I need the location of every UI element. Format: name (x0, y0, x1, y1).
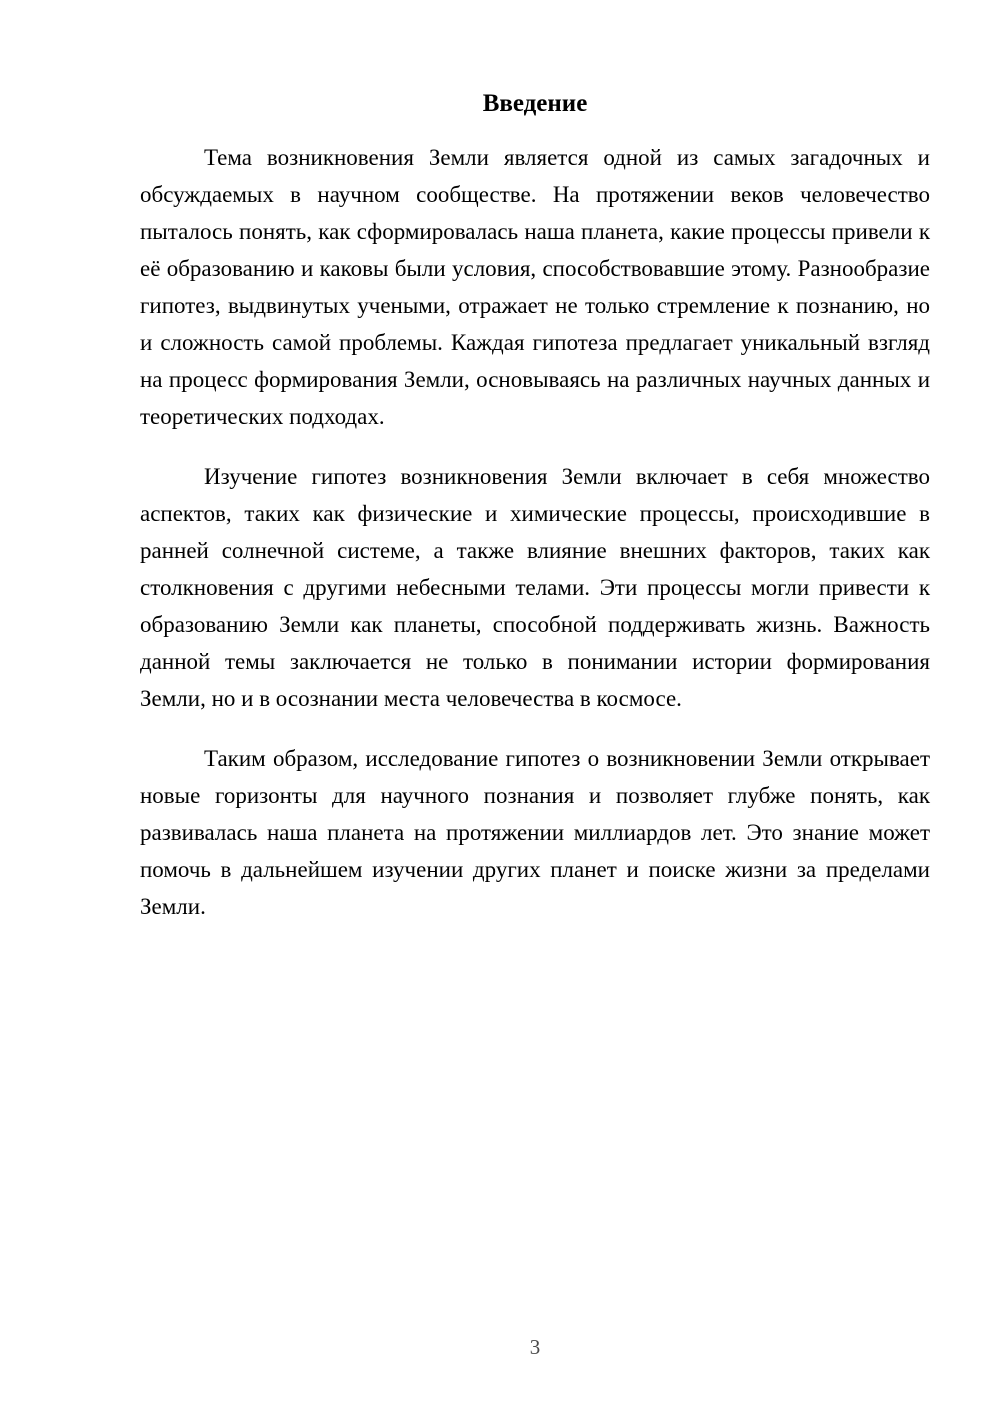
section-heading: Введение (482, 90, 588, 117)
page-number: 3 (529, 1335, 541, 1359)
paragraph-intro-topic: Тема возникновения Земли является одной из самых загадочных и обсуждаемых в научном сообществе. На протяжении веков человечество пыталось понять, как сформировалась наша планета, какие процессы привели к её образованию и каковы были условия, способствовавшие этому. Разнообразие гипотез, выдвинутых учеными, отражает не только стремление к познанию, но и сложность самой проблемы. Каждая гипотеза предлагает уникальный взгляд на процесс формирования Земли, основываясь на различных научных данных и теоретических подходах. (140, 145, 930, 429)
page-content (140, 88, 930, 925)
paragraph-study-aspects: Изучение гипотез возникновения Земли включает в себя множество аспектов, таких как физические и химические процессы, происходившие в ранней солнечной системе, а также влияние внешних факторов, таких как столкновения с другими небесными телами. Эти процессы могли привести к образованию Земли как планеты, способной поддерживать жизнь. Важность данной темы заключается не только в понимании истории формирования Земли, но и в осознании места человечества в космосе. (140, 464, 930, 711)
paragraph-conclusion: Таким образом, исследование гипотез о возникновении Земли открывает новые горизонты для научного познания и позволяет глубже понять, как развивалась наша планета на протяжении миллиардов лет. Это знание может помочь в дальнейшем изучении других планет и поиске жизни за пределами Земли. (140, 746, 930, 919)
